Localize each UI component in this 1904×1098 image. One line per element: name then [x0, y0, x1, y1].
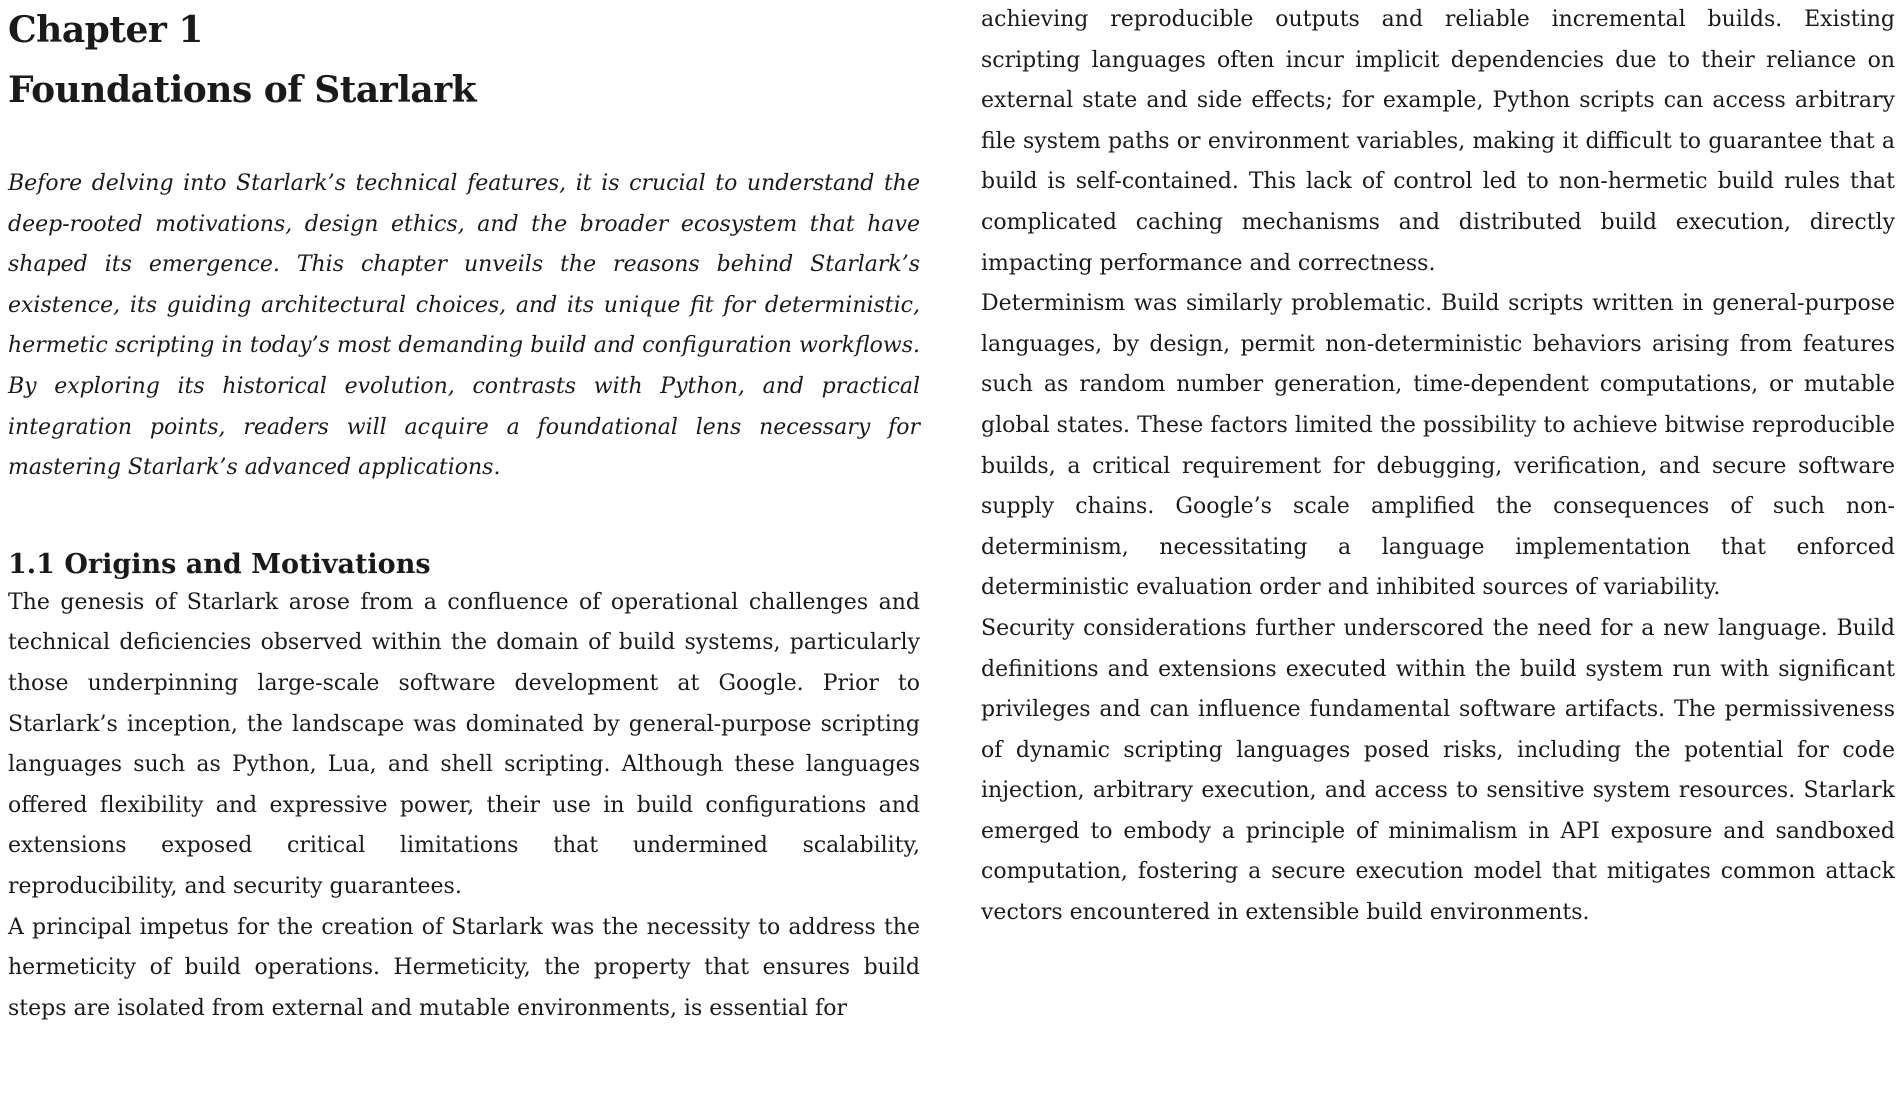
- chapter-number: Chapter 1: [8, 9, 203, 51]
- right-column: [981, 0, 1895, 934]
- paragraph-hermeticity-continued: achieving reproducible outputs and reliable incremental builds. Existing scripting languages often incur implicit dependencies due to their reliance on external state and side effects; for example, Python scripts can access arbitrary file system paths or environment variables, making it difficult to guarantee that a build is self-contained. This lack of control led to non-hermetic build rules that complicated caching mechanisms and distributed build execution, directly impacting performance and correctness.: [981, 7, 1895, 276]
- chapter-title: Foundations of Starlark: [8, 69, 477, 111]
- paragraph-hermeticity: A principal impetus for the creation of Starlark was the necessity to address the hermeticity of build operations. Hermeticity, the property that ensures build steps are isolated from external and mutable environments, is essential for: [8, 914, 920, 1021]
- chapter-intro: Before delving into Starlark’s technical features, it is crucial to understand the deep-rooted motivations, design ethics, and the broader ecosystem that have shaped its emergence. This chapter unveils the reasons behind Starlark’s existence, its guiding architectural choices, and its unique fit for deterministic, hermetic scripting in today’s most demanding build and configuration workflows. By exploring its historical evolution, contrasts with Python, and practical integration points, readers will acquire a foundational lens necessary for mastering Starlark’s advanced applications.: [8, 171, 920, 481]
- paragraph-security: Security considerations further underscored the need for a new language. Build definitions and extensions executed within the build system run with significant privileges and can influence fundamental software artifacts. The permissiveness of dynamic scripting languages posed risks, including the potential for code injection, arbitrary execution, and access to sensitive system resources. Starlark emerged to embody a principle of minimalism in API exposure and sandboxed computation, fostering a secure execution model that mitigates common attack vectors encountered in extensible build environments.: [981, 615, 1895, 926]
- paragraph-determinism: Determinism was similarly problematic. Build scripts written in general-purpose languages, by design, permit non-deterministic behaviors arising from features such as random number generation, time-dependent computations, or mutable global states. These factors limited the possibility to achieve bitwise reproducible builds, a critical requirement for debugging, verification, and secure software supply chains. Google’s scale amplified the consequences of such non-determinism, necessitating a language implementation that enforced deterministic evaluation order and inhibited sources of variability.: [981, 291, 1895, 601]
- section-heading: 1.1 Origins and Motivations: [8, 548, 431, 580]
- left-column: [8, 0, 920, 1029]
- paragraph-genesis: The genesis of Starlark arose from a confluence of operational challenges and technical deficiencies observed within the domain of build systems, particularly those underpinning large-scale software development at Google. Prior to Starlark’s inception, the landscape was dominated by general-purpose scripting languages such as Python, Lua, and shell scripting. Although these languages offered flexibility and expressive power, their use in build configurations and extensions exposed critical limitations that undermined scalability, reproducibility, and security guarantees.: [8, 589, 920, 899]
